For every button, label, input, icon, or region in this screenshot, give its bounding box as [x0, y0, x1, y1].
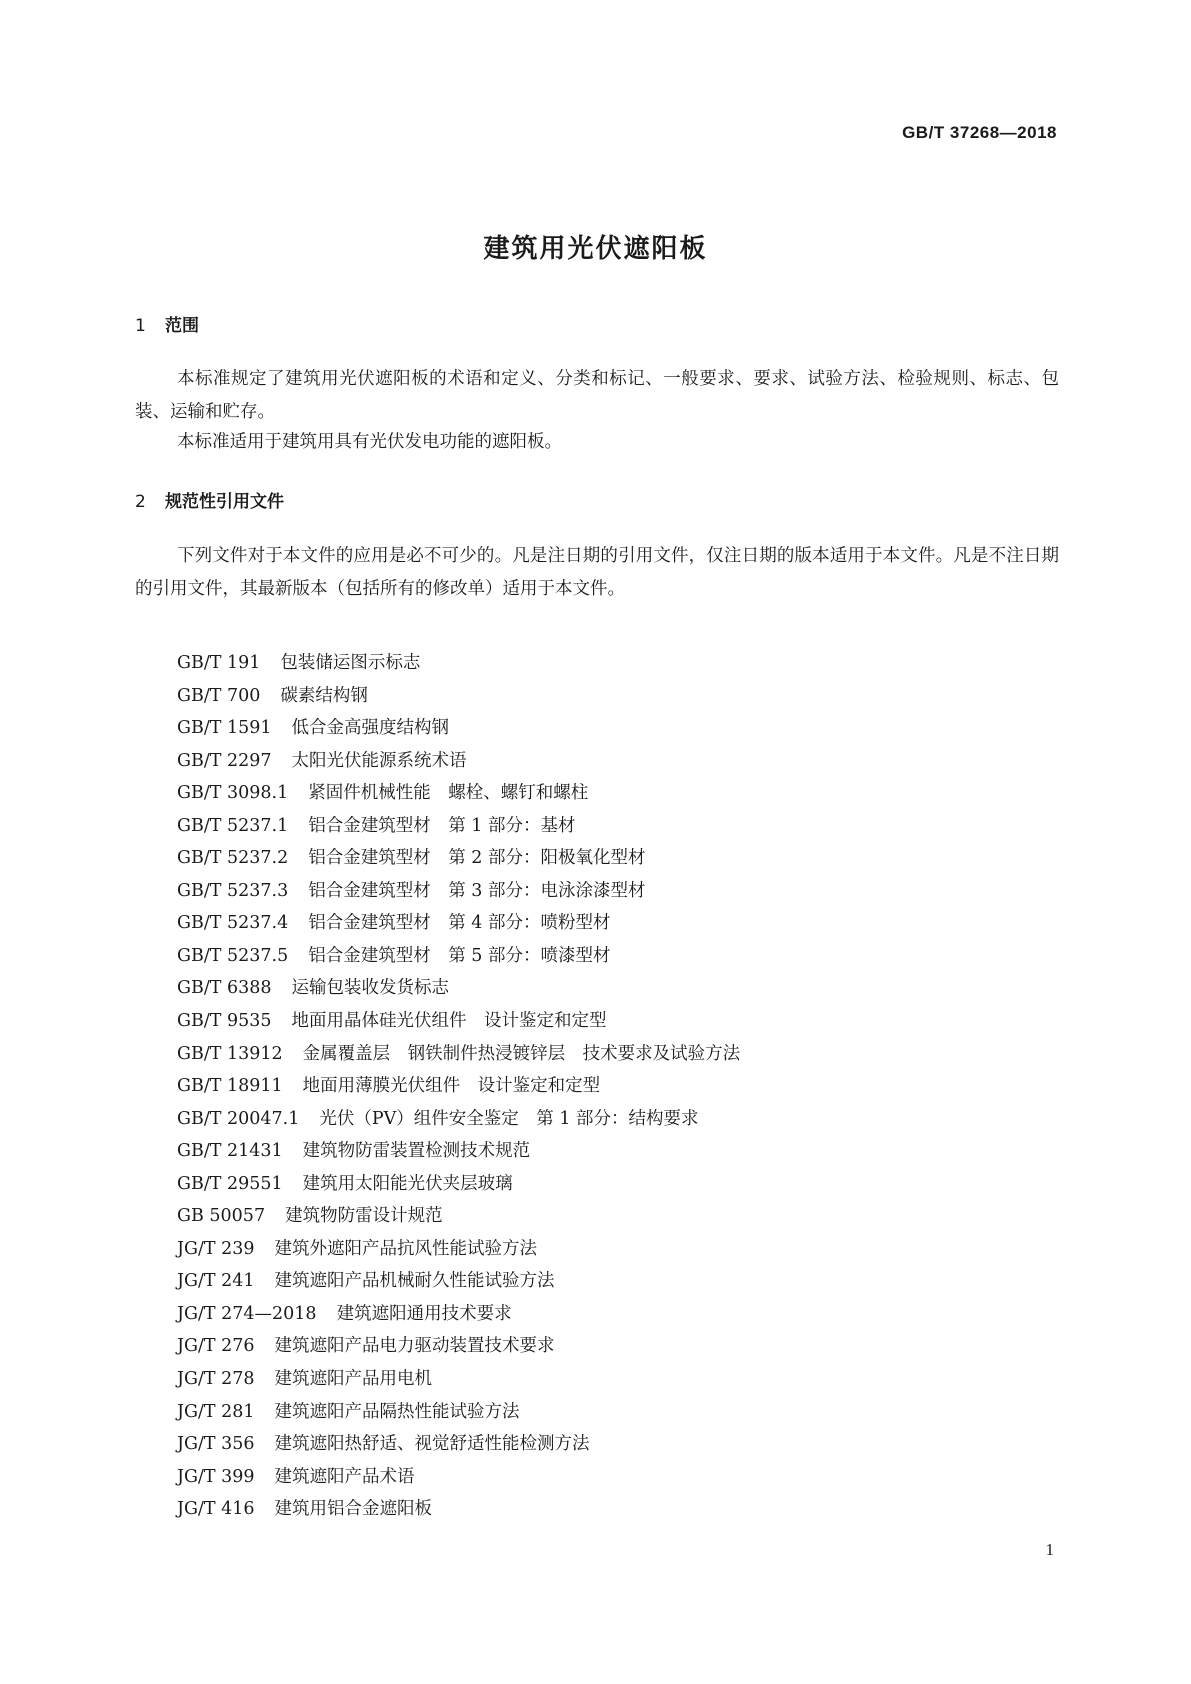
section-heading-normative-references: [135, 487, 284, 512]
reference-code: GB/T 6388: [177, 978, 272, 999]
reference-title: 建筑用铝合金遮阳板: [274, 1499, 433, 1520]
reference-code: GB/T 20047.1: [177, 1108, 300, 1129]
reference-item: [177, 875, 740, 908]
reference-item: [177, 1330, 740, 1363]
reference-item: [177, 1200, 740, 1233]
reference-code: JG/T 356: [177, 1434, 255, 1455]
reference-item: [177, 1103, 740, 1136]
reference-code: JG/T 239: [177, 1238, 255, 1259]
reference-item: [177, 1298, 740, 1331]
reference-item: [177, 1135, 740, 1168]
section-title: 范围: [165, 316, 199, 336]
reference-title: 地面用晶体硅光伏组件 设计鉴定和定型: [291, 1011, 607, 1032]
reference-title: 建筑遮阳通用技术要求: [336, 1303, 512, 1324]
section-number: 2: [135, 492, 146, 512]
reference-item: [177, 842, 740, 875]
reference-title: 铝合金建筑型材 第 3 部分：电泳涂漆型材: [308, 880, 646, 901]
reference-title: 建筑遮阳产品电力驱动装置技术要求: [274, 1336, 555, 1357]
reference-code: JG/T 276: [177, 1336, 255, 1357]
reference-code: GB/T 5237.3: [177, 880, 289, 901]
references-intro-paragraph: 下列文件对于本文件的应用是必不可少的。凡是注日期的引用文件，仅注日期的版本适用于本文件。凡是不注日期的引用文件，其最新版本（包括所有的修改单）适用于本文件。: [135, 546, 1059, 599]
reference-item: [177, 1461, 740, 1494]
reference-item: [177, 1265, 740, 1298]
reference-title: 建筑物防雷设计规范: [285, 1206, 443, 1227]
reference-code: JG/T 399: [177, 1466, 255, 1487]
reference-code: JG/T 278: [177, 1369, 255, 1390]
reference-item: [177, 1168, 740, 1201]
reference-code: GB/T 2297: [177, 750, 272, 771]
reference-title: 铝合金建筑型材 第 5 部分：喷漆型材: [308, 945, 611, 966]
reference-title: 铝合金建筑型材 第 1 部分：基材: [308, 815, 576, 836]
reference-title: 紧固件机械性能 螺栓、螺钉和螺柱: [308, 783, 589, 804]
reference-item: [177, 1038, 740, 1071]
reference-title: 建筑外遮阳产品抗风性能试验方法: [274, 1238, 538, 1259]
reference-title: 建筑遮阳产品隔热性能试验方法: [274, 1401, 520, 1422]
reference-title: 地面用薄膜光伏组件 设计鉴定和定型: [302, 1076, 601, 1097]
reference-item: [177, 712, 740, 745]
reference-code: GB/T 191: [177, 653, 261, 673]
reference-code: GB/T 9535: [177, 1011, 272, 1032]
reference-code: GB/T 21431: [177, 1141, 283, 1162]
reference-title: 建筑遮阳热舒适、视觉舒适性能检测方法: [274, 1434, 590, 1455]
reference-title: 建筑用太阳能光伏夹层玻璃: [302, 1173, 513, 1194]
reference-item: [177, 940, 740, 973]
reference-code: JG/T 416: [177, 1499, 255, 1520]
reference-item: [177, 1428, 740, 1461]
reference-title: 铝合金建筑型材 第 2 部分：阳极氧化型材: [308, 848, 646, 869]
section-title: 规范性引用文件: [165, 492, 284, 512]
reference-title: 太阳光伏能源系统术语: [291, 750, 467, 771]
reference-item: [177, 907, 740, 940]
reference-title: 光伏（PV）组件安全鉴定 第 1 部分：结构要求: [319, 1108, 699, 1129]
section-heading-scope: [135, 311, 199, 336]
document-title: 建筑用光伏遮阳板: [483, 234, 708, 264]
reference-code: GB 50057: [177, 1206, 266, 1227]
reference-title: 建筑遮阳产品用电机: [274, 1369, 433, 1390]
reference-item: [177, 777, 740, 810]
reference-item: [177, 1363, 740, 1396]
reference-item: [177, 1233, 740, 1266]
section-number: 1: [135, 316, 146, 336]
reference-item: [177, 1005, 740, 1038]
reference-code: GB/T 18911: [177, 1076, 283, 1097]
reference-item: [177, 647, 740, 680]
reference-item: [177, 1493, 740, 1526]
reference-item: [177, 1070, 740, 1103]
reference-code: GB/T 700: [177, 685, 261, 706]
reference-code: GB/T 3098.1: [177, 783, 289, 804]
reference-title: 低合金高强度结构钢: [291, 718, 450, 739]
reference-item: [177, 745, 740, 778]
reference-list: [177, 647, 740, 1526]
reference-code: GB/T 29551: [177, 1173, 283, 1194]
reference-title: 运输包装收发货标志: [291, 978, 450, 999]
reference-code: JG/T 281: [177, 1401, 255, 1422]
reference-title: 建筑遮阳产品机械耐久性能试验方法: [274, 1271, 555, 1292]
reference-title: 建筑遮阳产品术语: [274, 1466, 415, 1487]
page-number: 1: [1045, 1540, 1054, 1559]
reference-title: 包装储运图示标志: [280, 653, 421, 673]
reference-item: [177, 680, 740, 713]
reference-code: GB/T 1591: [177, 718, 272, 739]
reference-item: [177, 810, 740, 843]
reference-code: GB/T 5237.4: [177, 913, 289, 934]
reference-title: 金属覆盖层 钢铁制件热浸镀锌层 技术要求及试验方法: [302, 1043, 741, 1064]
reference-code: GB/T 5237.1: [177, 815, 289, 836]
scope-paragraph-2: 本标准适用于建筑用具有光伏发电功能的遮阳板。: [177, 432, 562, 452]
reference-title: 建筑物防雷装置检测技术规范: [302, 1141, 531, 1162]
reference-code: JG/T 241: [177, 1271, 255, 1292]
standard-code: GB/T 37268—2018: [902, 123, 1057, 142]
reference-title: 碳素结构钢: [280, 685, 368, 706]
scope-paragraph-1: 本标准规定了建筑用光伏遮阳板的术语和定义、分类和标记、一般要求、要求、试验方法、检验规则、标志、包装、运输和贮存。: [135, 369, 1059, 422]
reference-code: GB/T 5237.5: [177, 945, 289, 966]
reference-item: [177, 972, 740, 1005]
reference-code: JG/T 274—2018: [177, 1303, 317, 1324]
reference-title: 铝合金建筑型材 第 4 部分：喷粉型材: [308, 913, 611, 934]
reference-code: GB/T 5237.2: [177, 848, 289, 869]
reference-code: GB/T 13912: [177, 1043, 283, 1064]
reference-item: [177, 1396, 740, 1429]
